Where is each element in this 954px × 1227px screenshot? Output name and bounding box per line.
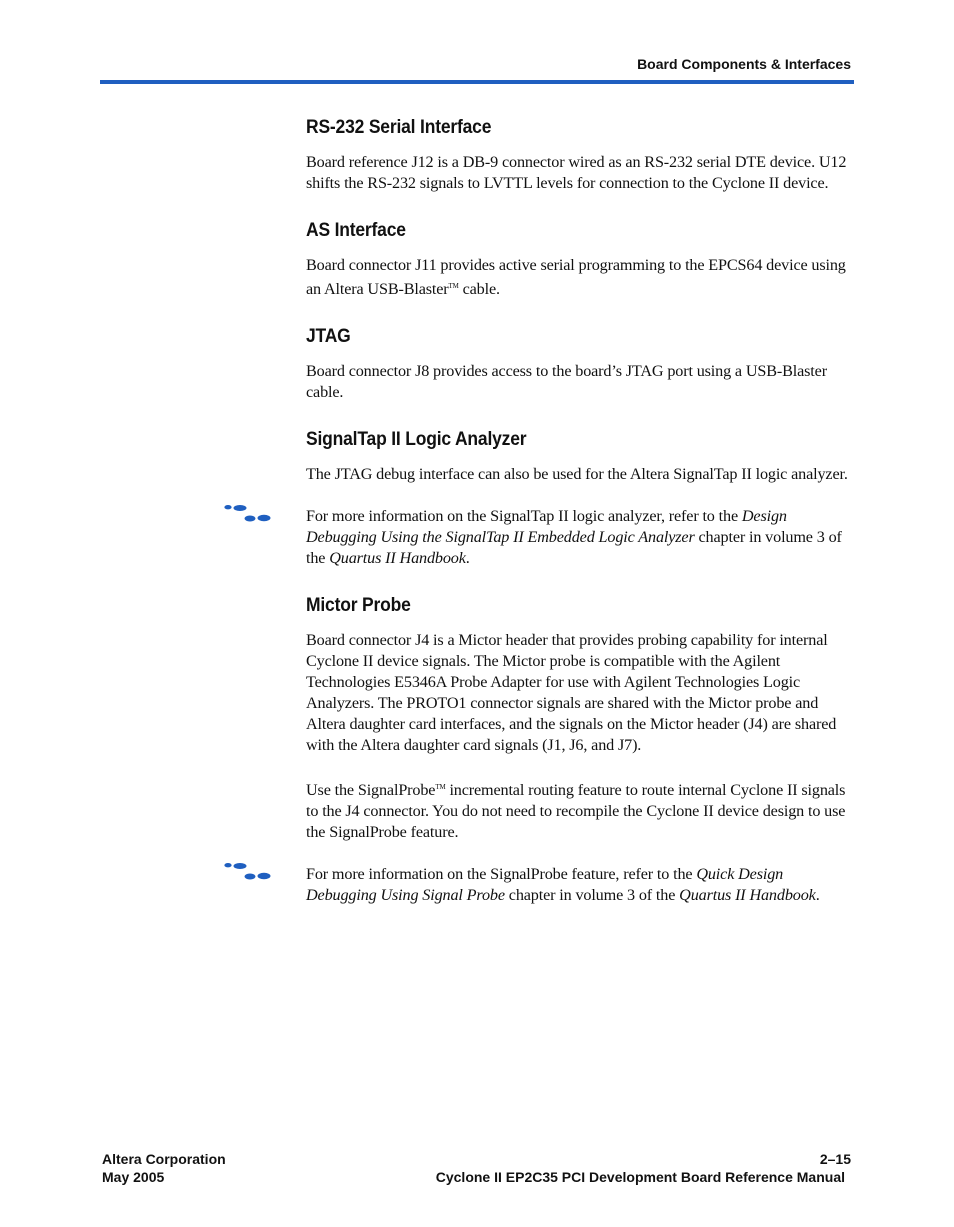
- footer-manual-title: Cyclone II EP2C35 PCI Development Board Reference Manual: [435, 1169, 845, 1185]
- heading-mictor: Mictor Probe: [306, 595, 411, 616]
- paragraph-as-interface: Board connector J11 provides active serial programming to the EPCS64 device using an Altera USB-Blaster™ cable.: [306, 256, 846, 298]
- paragraph-mictor-1: Board connector J4 is a Mictor header that provides probing capability for internal Cyclone II device signals. The Mictor probe is compatible with the Agilent Technologies E5346A Probe Adapter for use with Agilent Technologies Logic Analyzers. The PROTO1 connector signals are shared with the Mictor probe and Altera daughter card interfaces, and the signals on the Mictor header (J4) are shared with the Altera daughter card signals (J1, J6, and J7).: [306, 631, 837, 754]
- note-signaltap: [306, 506, 854, 569]
- footer-date: May 2005: [102, 1169, 165, 1185]
- heading-jtag: JTAG: [306, 326, 351, 347]
- page-content: [306, 112, 854, 906]
- heading-signaltap: SignalTap II Logic Analyzer: [306, 429, 527, 450]
- note-text-signalprobe: For more information on the SignalProbe feature, refer to the Quick Design Debugging Using Signal Probe chapter in volume 3 of the Quartus II Handbook.: [306, 865, 820, 904]
- heading-rs232: RS-232 Serial Interface: [306, 117, 492, 138]
- paragraph-rs232: Board reference J12 is a DB-9 connector wired as an RS-232 serial DTE device. U12 shifts the RS-232 signals to LVTTL levels for connection to the Cyclone II device.: [306, 153, 847, 192]
- trademark-mark: TM: [435, 783, 446, 791]
- heading-as-interface: AS Interface: [306, 220, 406, 241]
- footer-page-number: 2–15: [819, 1151, 851, 1167]
- note-text-signaltap: For more information on the SignalTap II logic analyzer, refer to the Design Debugging Using the SignalTap II Embedded Logic Analyzer chapter in volume 3 of the Quartus II Handbook.: [306, 507, 842, 567]
- footprints-icon: [222, 504, 274, 524]
- header-rule: [100, 80, 854, 84]
- paragraph-mictor-2: Use the SignalProbe™ incremental routing feature to route internal Cyclone II signals to the J4 connector. You do not need to recompile the Cyclone II device design to use the SignalProbe feature.: [306, 781, 846, 841]
- running-header: Board Components & Interfaces: [637, 56, 851, 72]
- paragraph-signaltap: The JTAG debug interface can also be used for the Altera SignalTap II logic analyzer.: [306, 465, 848, 483]
- footprints-icon: [222, 862, 274, 882]
- paragraph-jtag: Board connector J8 provides access to the board’s JTAG port using a USB-Blaster cable.: [306, 362, 827, 401]
- trademark-mark: TM: [448, 282, 459, 290]
- note-signalprobe: [306, 864, 854, 906]
- footer-company: Altera Corporation: [102, 1151, 226, 1167]
